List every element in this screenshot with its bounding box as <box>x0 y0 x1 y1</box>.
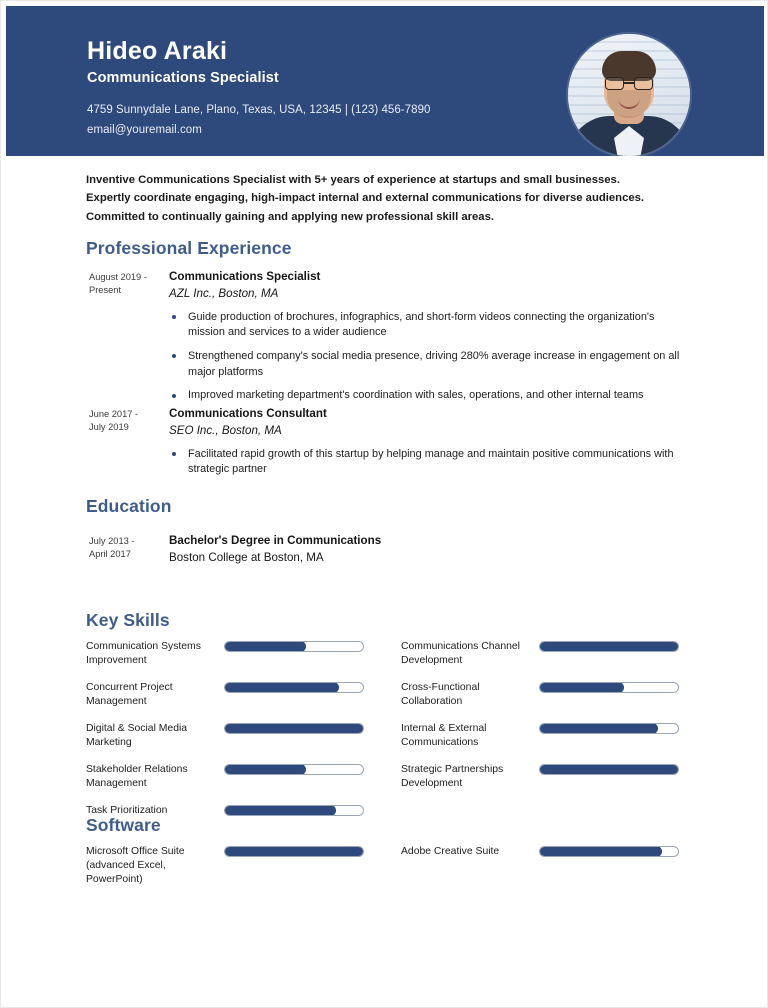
experience-entry <box>86 269 686 404</box>
experience-dates <box>89 271 167 297</box>
software-label: Microsoft Office Suite (advanced Excel, PowerPoint) <box>86 846 185 885</box>
section-heading-key-skills: Key Skills <box>86 610 170 630</box>
experience-role: Communications Consultant <box>169 407 327 420</box>
software-level-bar <box>539 846 679 857</box>
skill-level-fill <box>539 764 679 775</box>
section-heading-education: Education <box>86 496 172 516</box>
skill-label: Concurrent Project Management <box>86 681 173 707</box>
list-item: Improved marketing department's coordination with sales, operations, and other internal teams <box>169 388 686 404</box>
skill-level-bar <box>539 641 679 652</box>
software-grid <box>86 844 686 899</box>
skill-level-bar <box>539 764 679 775</box>
list-item: Guide production of brochures, infographics, and short-form videos connecting the organization's mission and services to a wider audience <box>169 310 686 341</box>
experience-bullet-list <box>169 310 686 405</box>
resume-header-banner <box>6 6 764 156</box>
skill-level-fill <box>224 805 336 816</box>
software-row <box>401 844 686 887</box>
skill-level-bar <box>224 682 364 693</box>
header-job-title: Communications Specialist <box>87 69 279 86</box>
skill-level-fill <box>539 641 679 652</box>
experience-entry <box>86 406 686 478</box>
skill-level-bar <box>539 723 679 734</box>
software-label: Adobe Creative Suite <box>401 846 500 857</box>
skill-label: Strategic Partnerships Development <box>401 763 504 789</box>
education-school: Boston College at Boston, MA <box>169 550 324 564</box>
avatar <box>568 34 690 156</box>
education-dates <box>89 535 167 561</box>
section-heading-software: Software <box>86 815 161 835</box>
software-level-fill <box>539 846 662 857</box>
skill-row <box>401 639 686 668</box>
experience-dates-line-2: Present <box>89 284 122 295</box>
skill-level-bar <box>539 682 679 693</box>
glasses-icon <box>605 77 653 90</box>
experience-bullet-list <box>169 447 686 478</box>
skill-level-fill <box>224 764 306 775</box>
education-dates-line-1: July 2013 - <box>89 536 135 546</box>
skill-level-bar <box>224 805 364 816</box>
professional-summary <box>86 171 686 226</box>
section-heading-experience: Professional Experience <box>86 238 292 258</box>
skill-row <box>86 680 401 709</box>
skill-level-fill <box>224 723 364 734</box>
summary-line-1: Inventive Communications Specialist with 5+ years of experience at startups and small businesses. <box>86 174 620 186</box>
skill-row <box>401 762 686 791</box>
skill-label: Communications Channel Development <box>401 641 520 666</box>
experience-dates <box>89 408 167 434</box>
contact-email: email@youremail.com <box>87 124 202 137</box>
education-body <box>169 533 686 567</box>
key-skills-grid <box>86 639 686 829</box>
skill-row <box>86 762 401 791</box>
list-item: Strengthened company's social media presence, driving 280% average increase in engagement on all major platforms <box>169 349 686 380</box>
education-degree: Bachelor's Degree in Communications <box>169 534 382 547</box>
experience-dates-line-1: June 2017 - <box>89 409 139 419</box>
summary-line-3: Committed to continually gaining and applying new professional skill areas. <box>86 210 495 223</box>
skill-level-bar <box>224 641 364 652</box>
skill-row <box>401 680 686 709</box>
software-level-fill <box>224 846 364 857</box>
experience-body <box>169 406 686 478</box>
software-row <box>86 844 401 887</box>
skill-row <box>86 721 401 750</box>
skill-label: Stakeholder Relations Management <box>86 763 188 789</box>
summary-line-2: Expertly coordinate engaging, high-impact internal and external communications for diverse audiences. <box>86 192 645 205</box>
skill-label: Cross-Functional Collaboration <box>401 681 480 707</box>
skill-level-bar <box>224 764 364 775</box>
software-level-bar <box>224 846 364 857</box>
experience-dates-line-1: August 2019 - <box>89 272 147 282</box>
education-dates-line-2: April 2017 <box>89 548 131 559</box>
experience-organization: SEO Inc., Boston, MA <box>169 423 282 437</box>
skill-row <box>401 721 686 750</box>
skill-level-fill <box>224 682 339 693</box>
skill-level-fill <box>224 641 306 652</box>
skill-level-fill <box>539 682 624 693</box>
skill-label: Task Prioritization <box>86 804 168 816</box>
header-text-block <box>87 38 507 140</box>
experience-dates-line-2: July 2019 <box>89 421 129 432</box>
skill-label: Internal & External Communications <box>401 722 487 748</box>
contact-address-phone: 4759 Sunnydale Lane, Plano, Texas, USA, 12345 | (123) 456-7890 <box>87 103 431 116</box>
experience-body <box>169 269 686 404</box>
education-entry <box>86 533 686 567</box>
experience-organization: AZL Inc., Boston, MA <box>169 286 279 300</box>
skill-row-empty <box>401 803 686 818</box>
page-title: Hideo Araki <box>87 37 228 65</box>
list-item: Facilitated rapid growth of this startup by helping manage and maintain positive communications with strategic partner <box>169 447 686 478</box>
experience-role: Communications Specialist <box>169 270 321 283</box>
skill-label: Communication Systems Improvement <box>86 641 201 666</box>
skill-level-bar <box>224 723 364 734</box>
skill-row <box>86 639 401 668</box>
skill-label: Digital & Social Media Marketing <box>86 722 188 748</box>
skill-level-fill <box>539 723 658 734</box>
